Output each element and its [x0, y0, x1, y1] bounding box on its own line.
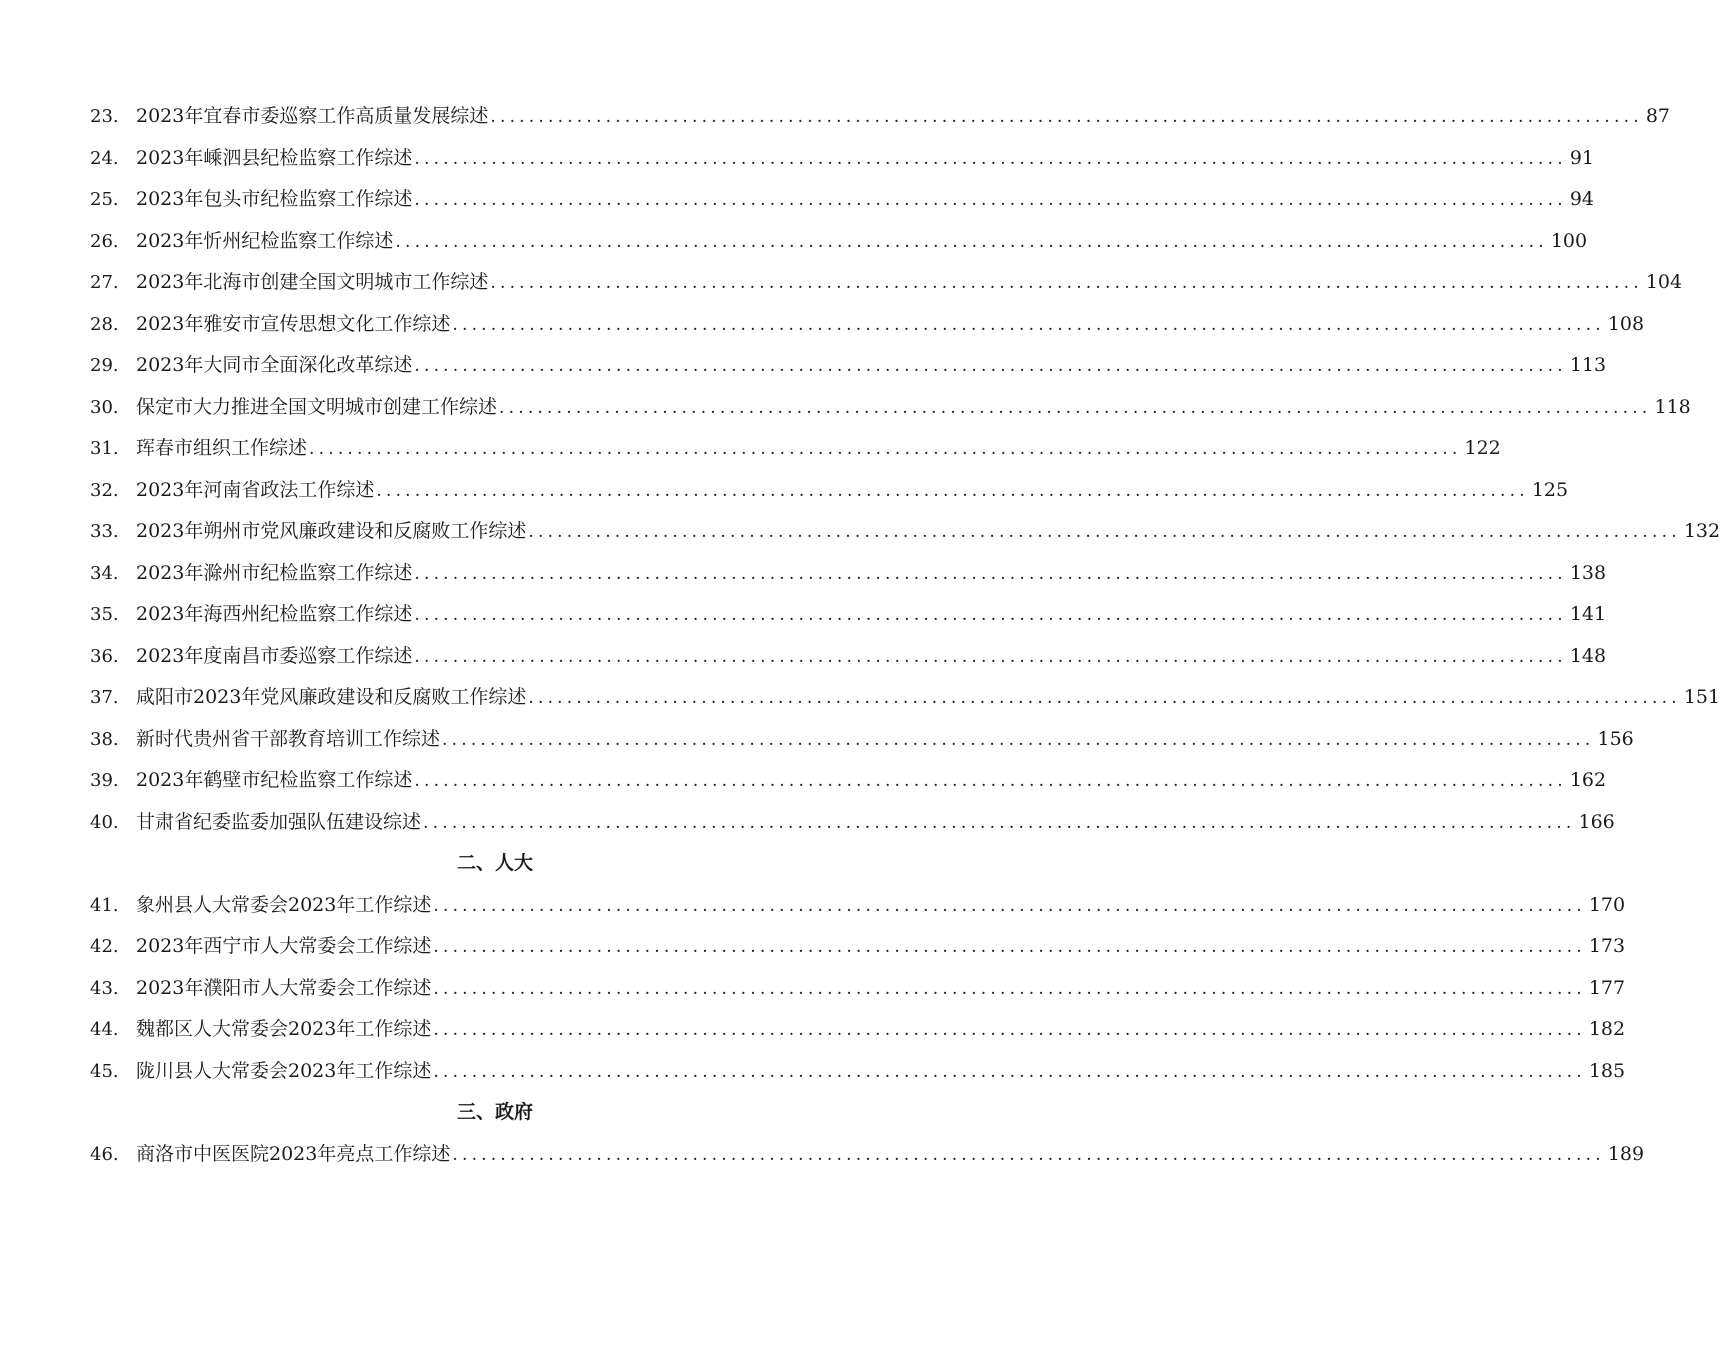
toc-dot-leader: ........................................................................................................................: [433, 895, 1586, 916]
toc-entry-number: 41.: [90, 894, 119, 916]
toc-entry[interactable]: [90, 304, 1645, 346]
toc-entry-number: 40.: [90, 811, 119, 833]
toc-entry[interactable]: [90, 553, 1607, 595]
toc-dot-leader: ........................................................................................................................: [490, 107, 1643, 127]
toc-entry-page-number: 166: [1578, 810, 1615, 833]
toc-entry-page-number: 177: [1588, 976, 1626, 999]
toc-entry[interactable]: [90, 221, 1588, 263]
toc-entry-page-number: 151: [1683, 686, 1720, 708]
toc-entry-number: 44.: [90, 1019, 119, 1040]
toc-entry-title: 2023年濮阳市人大常委会工作综述: [136, 976, 432, 999]
toc-entry-number: 38.: [90, 728, 119, 750]
toc-entry[interactable]: [90, 428, 1501, 470]
toc-entry-page-number: 87: [1645, 105, 1671, 127]
toc-entry[interactable]: [90, 636, 1607, 678]
toc-entry-title: 2023年朔州市党风廉政建设和反腐败工作综述: [136, 520, 527, 542]
toc-dot-leader: ........................................................................................................................: [423, 812, 1576, 833]
toc-entry-number: 35.: [90, 604, 119, 625]
toc-entry-page-number: 148: [1569, 644, 1607, 667]
toc-dot-leader: ........................................................................................................................: [414, 563, 1567, 584]
toc-entry-page-number: 189: [1607, 1142, 1645, 1165]
toc-entry-number: 29.: [90, 355, 119, 376]
toc-entry-number: 23.: [90, 106, 119, 127]
toc-entry-title: 2023年包头市纪检监察工作综述: [136, 188, 413, 210]
toc-entry[interactable]: [90, 1009, 1626, 1051]
toc-dot-leader: ........................................................................................................................: [528, 688, 1681, 708]
toc-entry-title: 2023年北海市创建全国文明城市工作综述: [136, 271, 489, 293]
toc-dot-leader: ........................................................................................................................: [452, 314, 1605, 335]
toc-dot-leader: ........................................................................................................................: [490, 273, 1643, 293]
toc-dot-leader: ........................................................................................................................: [452, 1144, 1605, 1165]
toc-entry-number: 46.: [90, 1143, 119, 1165]
toc-entry-title: 2023年海西州纪检监察工作综述: [136, 603, 413, 625]
toc-entry[interactable]: [90, 926, 1626, 968]
toc-entry-title: 2023年宜春市委巡察工作高质量发展综述: [136, 105, 489, 127]
toc-dot-leader: ........................................................................................................................: [414, 771, 1567, 791]
toc-entry-number: 36.: [90, 645, 119, 667]
toc-entry[interactable]: [90, 594, 1607, 636]
toc-dot-leader: ........................................................................................................................: [376, 480, 1529, 501]
toc-entry[interactable]: [90, 885, 1626, 927]
toc-entry-page-number: 108: [1607, 312, 1645, 335]
toc-entry-number: 28.: [90, 313, 119, 335]
toc-entry-page-number: 182: [1588, 1018, 1626, 1040]
toc-entry-number: 26.: [90, 230, 119, 252]
toc-entry-number: 25.: [90, 189, 119, 210]
toc-entry-page-number: 91: [1569, 146, 1595, 169]
toc-entry-number: 33.: [90, 521, 119, 542]
toc-entry[interactable]: [90, 96, 1671, 138]
toc-entry[interactable]: [90, 719, 1634, 761]
toc-entry-title: 2023年西宁市人大常委会工作综述: [136, 935, 432, 957]
toc-entry-page-number: 122: [1464, 437, 1501, 459]
section-heading-renda: 二、人大: [456, 852, 533, 874]
toc-entry-page-number: 185: [1588, 1059, 1626, 1082]
toc-entry-page-number: 104: [1645, 271, 1683, 293]
toc-entry-title: 甘肃省纪委监委加强队伍建设综述: [136, 810, 422, 833]
toc-entry-number: 39.: [90, 770, 119, 791]
toc-entry[interactable]: [90, 968, 1626, 1010]
toc-entry[interactable]: [90, 1134, 1645, 1176]
toc-entry-title: 象州县人大常委会2023年工作综述: [136, 893, 432, 916]
toc-entry[interactable]: [90, 511, 1720, 553]
toc-entry-page-number: 141: [1569, 603, 1607, 625]
toc-entry[interactable]: [90, 179, 1595, 221]
toc-entry-title: 2023年度南昌市委巡察工作综述: [136, 644, 413, 667]
toc-group-2: [90, 885, 1626, 1093]
toc-entry-title: 新时代贵州省干部教育培训工作综述: [136, 727, 441, 750]
toc-entry[interactable]: [90, 470, 1569, 512]
toc-group-3: [90, 1134, 1645, 1176]
toc-dot-leader: ........................................................................................................................: [414, 646, 1567, 667]
toc-dot-leader: ........................................................................................................................: [442, 729, 1595, 750]
section-heading-zhengfu: 三、政府: [456, 1101, 533, 1123]
toc-dot-leader: ........................................................................................................................: [414, 148, 1567, 169]
toc-entry-number: 43.: [90, 977, 119, 999]
toc-entry-title: 2023年河南省政法工作综述: [136, 478, 375, 501]
toc-entry-number: 45.: [90, 1060, 119, 1082]
toc-entry-number: 34.: [90, 562, 119, 584]
toc-entry-page-number: 173: [1588, 935, 1626, 957]
toc-entry-number: 30.: [90, 396, 119, 418]
toc-entry-title: 陇川县人大常委会2023年工作综述: [136, 1059, 432, 1082]
toc-dot-leader: ........................................................................................................................: [499, 397, 1652, 418]
toc-entry-title: 2023年雅安市宣传思想文化工作综述: [136, 312, 451, 335]
toc-dot-leader: ........................................................................................................................: [433, 937, 1586, 957]
toc-entry-title: 咸阳市2023年党风廉政建设和反腐败工作综述: [136, 686, 527, 708]
toc-dot-leader: ........................................................................................................................: [395, 231, 1548, 252]
toc-entry-page-number: 113: [1569, 354, 1607, 376]
toc-dot-leader: ........................................................................................................................: [414, 356, 1567, 376]
toc-entry-number: 42.: [90, 936, 119, 957]
toc-entry[interactable]: [90, 802, 1615, 844]
toc-entry-title: 2023年嵊泗县纪检监察工作综述: [136, 146, 413, 169]
toc-entry-title: 2023年忻州纪检监察工作综述: [136, 229, 394, 252]
toc-entry-page-number: 125: [1531, 478, 1569, 501]
toc-entry[interactable]: [90, 760, 1607, 802]
table-of-contents: [90, 96, 1720, 1175]
toc-entry-number: 27.: [90, 272, 119, 293]
toc-dot-leader: ........................................................................................................................: [528, 522, 1681, 542]
toc-entry-title: 2023年鹤壁市纪检监察工作综述: [136, 769, 413, 791]
toc-entry-page-number: 94: [1569, 188, 1595, 210]
toc-entry-number: 24.: [90, 147, 119, 169]
toc-entry-page-number: 162: [1569, 769, 1607, 791]
toc-entry-number: 31.: [90, 438, 119, 459]
toc-entry[interactable]: [90, 387, 1691, 429]
toc-dot-leader: ........................................................................................................................: [414, 605, 1567, 625]
toc-entry-page-number: 132: [1683, 520, 1720, 542]
toc-dot-leader: ........................................................................................................................: [433, 1061, 1586, 1082]
toc-entry[interactable]: [90, 262, 1683, 304]
toc-entry-page-number: 156: [1597, 727, 1634, 750]
toc-entry[interactable]: [90, 1051, 1626, 1093]
toc-entry[interactable]: [90, 677, 1720, 719]
toc-dot-leader: ........................................................................................................................: [309, 439, 1462, 459]
toc-entry[interactable]: [90, 138, 1595, 180]
toc-entry-number: 37.: [90, 687, 119, 708]
toc-entry-page-number: 118: [1654, 395, 1691, 418]
toc-dot-leader: ........................................................................................................................: [433, 1020, 1586, 1040]
toc-entry-page-number: 138: [1569, 561, 1607, 584]
toc-entry-page-number: 100: [1550, 229, 1588, 252]
toc-entry-number: 32.: [90, 479, 119, 501]
toc-group-1: [90, 96, 1720, 843]
toc-entry[interactable]: [90, 345, 1607, 387]
toc-dot-leader: ........................................................................................................................: [414, 190, 1567, 210]
toc-dot-leader: ........................................................................................................................: [433, 978, 1586, 999]
toc-entry-title: 商洛市中医医院2023年亮点工作综述: [136, 1142, 451, 1165]
toc-entry-title: 珲春市组织工作综述: [136, 437, 308, 459]
toc-entry-title: 2023年大同市全面深化改革综述: [136, 354, 413, 376]
toc-entry-page-number: 170: [1588, 893, 1626, 916]
toc-entry-title: 保定市大力推进全国文明城市创建工作综述: [136, 395, 498, 418]
toc-entry-title: 2023年滁州市纪检监察工作综述: [136, 561, 413, 584]
toc-entry-title: 魏都区人大常委会2023年工作综述: [136, 1018, 432, 1040]
